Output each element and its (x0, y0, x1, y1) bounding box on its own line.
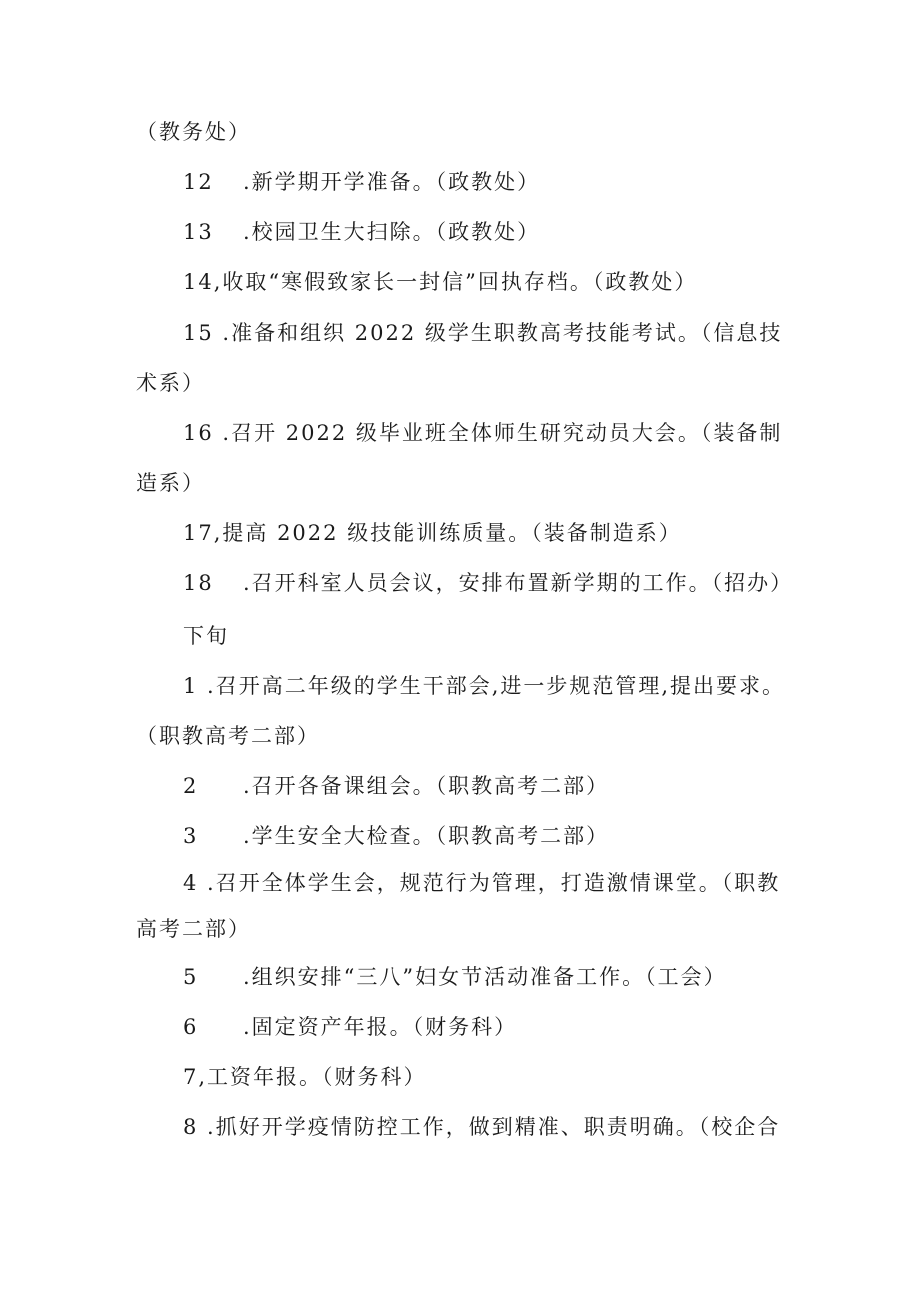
item-text: 4 .召开全体学生会，规范行为管理，打造激情课堂。（职教 (183, 871, 781, 895)
item-text: 8 .抓好开学疫情防控工作，做到精准、职责明确。（校企合 (183, 1115, 781, 1139)
item-text: .校园卫生大扫除。（政教处） (243, 220, 541, 244)
item-text: 1 .召开高二年级的学生干部会,进一步规范管理,提出要求。 (183, 674, 786, 698)
section-heading (183, 621, 229, 651)
list-item (183, 962, 727, 992)
list-item-continuation (136, 368, 205, 398)
item-text: 16 .召开 2022 级毕业班全体师生研究动员大会。（装备制 (183, 421, 783, 445)
line-text: （教务处） (136, 120, 251, 144)
item-number: 3 (183, 824, 199, 848)
item-text: 14,收取“寒假致家长一封信”回执存档。（政教处） (183, 270, 698, 294)
item-text: 术系） (136, 371, 205, 395)
list-item (183, 518, 682, 548)
list-item (183, 167, 540, 197)
item-text: .组织安排“三八”妇女节活动准备工作。（工会） (243, 965, 727, 989)
list-item (183, 868, 780, 898)
section-heading-text: 下旬 (183, 624, 229, 648)
item-number: 6 (183, 1015, 199, 1039)
list-item-continuation (136, 914, 251, 944)
list-item (183, 671, 785, 701)
list-item-continuation (136, 721, 320, 751)
item-number: 12 (183, 170, 214, 194)
list-item (183, 821, 609, 851)
item-text: 造系） (136, 471, 205, 495)
list-item (183, 318, 782, 348)
item-text: 15 .准备和组织 2022 级学生职教高考技能考试。（信息技 (183, 321, 783, 345)
item-number: 2 (183, 774, 199, 798)
list-item (183, 568, 793, 598)
list-item (183, 1012, 517, 1042)
item-text: .召开科室人员会议，安排布置新学期的工作。（招办） (243, 571, 794, 595)
item-number: 5 (183, 965, 199, 989)
list-item (183, 418, 782, 448)
list-item (183, 1062, 427, 1092)
item-text: 高考二部） (136, 917, 251, 941)
item-text: .召开各备课组会。（职教高考二部） (243, 774, 610, 798)
item-text: （职教高考二部） (136, 724, 320, 748)
item-text: 17,提高 2022 级技能训练质量。（装备制造系） (183, 521, 682, 545)
text-line (136, 117, 251, 147)
item-text: .固定资产年报。（财务科） (243, 1015, 518, 1039)
item-text: .新学期开学准备。（政教处） (243, 170, 541, 194)
list-item (183, 771, 609, 801)
item-text: 7,工资年报。（财务科） (183, 1065, 427, 1089)
list-item (183, 1112, 780, 1142)
item-text: .学生安全大检查。（职教高考二部） (243, 824, 610, 848)
list-item (183, 217, 540, 247)
list-item-continuation (136, 468, 205, 498)
item-number: 18 (183, 571, 214, 595)
list-item (183, 267, 697, 297)
item-number: 13 (183, 220, 214, 244)
